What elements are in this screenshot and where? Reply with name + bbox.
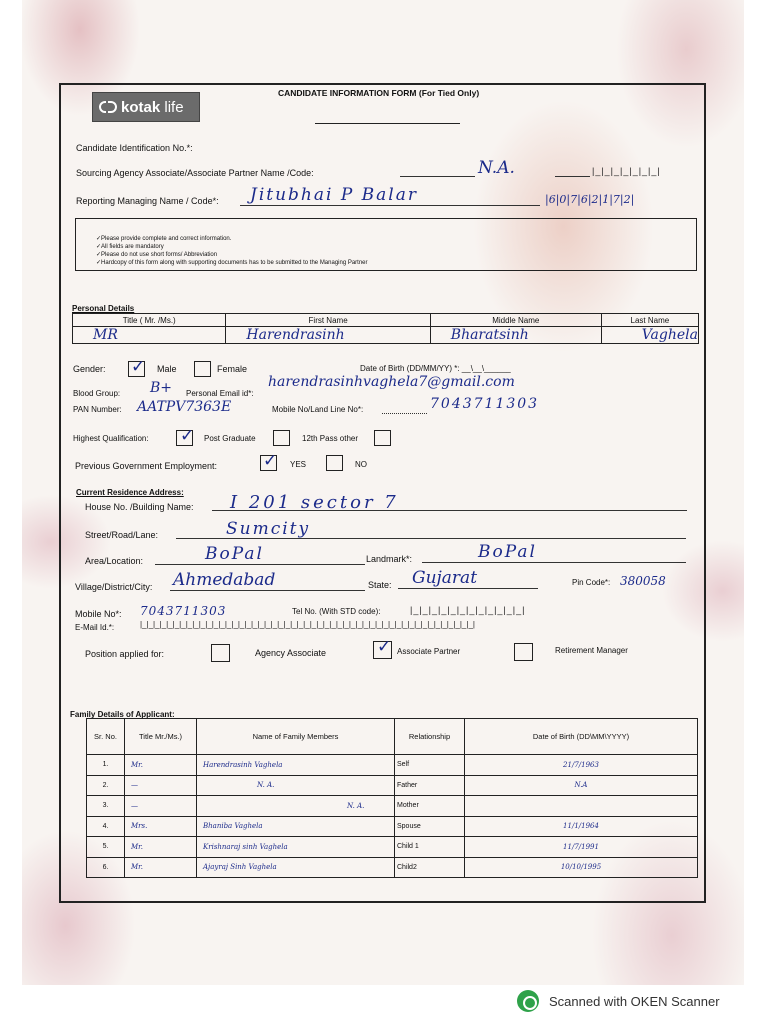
middle-name-value[interactable]: Bharatsinh — [430, 327, 601, 344]
name-cell[interactable]: N. A. — [197, 775, 395, 796]
name-cell[interactable]: Harendrasinh Vaghela — [197, 755, 395, 776]
city-label: Village/District/City: — [75, 582, 153, 592]
position-label: Position applied for: — [85, 649, 165, 659]
reporting-line — [240, 205, 540, 206]
blood-group-value[interactable]: B+ — [150, 380, 173, 396]
first-name-value[interactable]: Harendrasinh — [226, 327, 430, 344]
landmark-value[interactable]: BoPal — [478, 542, 537, 562]
check-mark-icon: ✓ — [377, 637, 392, 657]
house-value[interactable]: I 201 sector 7 — [230, 492, 399, 513]
agency-associate-label: Agency Associate — [255, 648, 327, 658]
table-row — [87, 816, 698, 837]
house-line — [212, 510, 687, 511]
col-middle-name: Middle Name — [430, 314, 601, 327]
relationship-cell: Father — [395, 775, 465, 796]
col-title: Title ( Mr. /Ms.) — [73, 314, 226, 327]
dob-label: Date of Birth (DD/MM/YY) *: __\__\______ — [360, 364, 511, 373]
kotak-logo-icon — [99, 101, 117, 113]
table-row — [87, 796, 698, 817]
title-cell[interactable]: Mrs. — [125, 816, 197, 837]
female-checkbox[interactable] — [194, 361, 211, 377]
agency-associate-checkbox[interactable] — [211, 644, 230, 662]
dob-cell[interactable] — [465, 796, 698, 817]
name-cell[interactable]: Krishnaraj sinh Vaghela — [197, 837, 395, 858]
name-cell[interactable]: N. A. — [197, 796, 395, 817]
relationship-cell: Child2 — [395, 857, 465, 878]
sourcing-code-boxes: |_|_|_|_|_|_|_| — [592, 166, 661, 176]
male-label: Male — [157, 364, 177, 374]
check-mark-icon: ✓ — [131, 357, 146, 377]
table-row — [87, 857, 698, 878]
email-value[interactable]: harendrasinhvaghela7@gmail.com — [268, 374, 515, 390]
mobile-dotline — [382, 413, 427, 414]
retirement-manager-checkbox[interactable] — [514, 643, 533, 661]
female-label: Female — [217, 364, 248, 374]
sr-cell: 2. — [87, 775, 125, 796]
dob-cell[interactable]: N.A — [465, 775, 698, 796]
pin-value[interactable]: 380058 — [620, 574, 666, 588]
mobile-value[interactable]: 7043711303 — [430, 396, 540, 412]
tel-boxes[interactable]: |_|_|_|_|_|_|_|_|_|_|_|_| — [410, 605, 526, 615]
reporting-code: |6|0|7|6|2|1|7|2| — [545, 193, 635, 206]
reporting-value: Jitubhai P Balar — [250, 185, 419, 205]
12th-pass-checkbox[interactable] — [273, 430, 290, 446]
street-label: Street/Road/Lane: — [85, 530, 159, 540]
dob-cell[interactable]: 11/7/1991 — [465, 837, 698, 858]
email-label: Personal Email id*: — [186, 389, 254, 398]
title-cell[interactable]: Mr. — [125, 857, 197, 878]
table-row — [87, 837, 698, 858]
title-cell[interactable]: — — [125, 775, 197, 796]
tel-label: Tel No. (With STD code): — [292, 607, 381, 616]
name-cell[interactable]: Bhaniba Vaghela — [197, 816, 395, 837]
personal-details-heading: Personal Details — [72, 304, 135, 313]
table-row — [87, 775, 698, 796]
form-title: CANDIDATE INFORMATION FORM (For Tied Only) — [278, 88, 480, 98]
table-row — [87, 755, 698, 776]
family-table — [86, 718, 698, 878]
other-checkbox[interactable] — [374, 430, 391, 446]
retirement-manager-label: Retirement Manager — [555, 646, 628, 655]
blood-group-label: Blood Group: — [73, 389, 121, 398]
dob-cell[interactable]: 21/7/1963 — [465, 755, 698, 776]
title-cell[interactable]: Mr. — [125, 837, 197, 858]
col-dob: Date of Birth (DD\MM\YYYY) — [465, 719, 698, 755]
pin-label: Pin Code*: — [572, 578, 611, 587]
note-item: ✓Hardcopy of this form along with supporting documents has to be submitted to the Managing Partner — [96, 260, 368, 266]
reporting-label: Reporting Managing Name / Code*: — [76, 196, 219, 206]
landmark-line — [422, 562, 686, 563]
landmark-label: Landmark*: — [366, 554, 413, 564]
col-sr: Sr. No. — [87, 719, 125, 755]
relationship-cell: Self — [395, 755, 465, 776]
last-name-value[interactable]: Vaghela — [601, 327, 698, 344]
col-relationship: Relationship — [395, 719, 465, 755]
no-checkbox[interactable] — [326, 455, 343, 471]
title-value[interactable]: MR — [73, 327, 226, 344]
qualification-label: Highest Qualification: — [73, 434, 149, 443]
logo-brand: kotak — [121, 98, 161, 116]
scanner-watermark — [517, 990, 720, 1012]
dob-cell[interactable]: 11/1/1964 — [465, 816, 698, 837]
city-value[interactable]: Ahmedabad — [173, 570, 276, 590]
email-boxes[interactable]: |_|_|_|_|_|_|_|_|_|_|_|_|_|_|_|_|_|_|_|_|_|_|_|_|_|_|_|_|_|_|_|_|_|_|_|_|_|_|_|_|_|_|_|_|_|_|_|_|_|_|_| — [140, 620, 475, 629]
street-value[interactable]: Sumcity — [226, 519, 311, 539]
mobile-value-2[interactable]: 7043711303 — [140, 604, 227, 618]
state-line — [398, 588, 538, 589]
relationship-cell: Mother — [395, 796, 465, 817]
name-cell[interactable]: Ajayraj Sinh Vaghela — [197, 857, 395, 878]
scanner-logo-icon — [517, 990, 539, 1012]
sourcing-value: N.A. — [478, 158, 515, 178]
yes-label: YES — [290, 460, 307, 469]
candidate-id-label: Candidate Identification No.*: — [76, 143, 193, 153]
title-cell[interactable]: Mr. — [125, 755, 197, 776]
logo-suffix: life — [164, 98, 184, 116]
post-graduate-label: Post Graduate — [204, 434, 256, 443]
check-mark-icon: ✓ — [263, 451, 278, 471]
street-line — [176, 538, 686, 539]
no-label: NO — [355, 460, 367, 469]
mobile-label: Mobile No/Land Line No*: — [272, 405, 364, 414]
family-heading: Family Details of Applicant: — [70, 710, 175, 719]
note-item: ✓Please do not use short forms/ Abbreviation — [96, 252, 218, 258]
state-value[interactable]: Gujarat — [412, 568, 478, 588]
sr-cell: 4. — [87, 816, 125, 837]
city-line — [170, 590, 365, 591]
gender-label: Gender: — [73, 364, 106, 374]
col-title: Title Mr./Ms.) — [125, 719, 197, 755]
sr-cell: 1. — [87, 755, 125, 776]
area-value[interactable]: BoPal — [205, 544, 264, 564]
sourcing-line-left — [400, 176, 475, 177]
check-mark-icon: ✓ — [180, 426, 195, 446]
note-item: ✓All fields are mandatory — [96, 244, 164, 250]
state-label: State: — [368, 580, 392, 590]
sr-cell: 3. — [87, 796, 125, 817]
sourcing-line-right — [555, 176, 590, 177]
dob-cell[interactable]: 10/10/1995 — [465, 857, 698, 878]
area-label: Area/Location: — [85, 556, 144, 566]
house-label: House No. /Building Name: — [85, 502, 194, 512]
col-last-name: Last Name — [601, 314, 698, 327]
address-heading: Current Residence Address: — [76, 488, 184, 497]
mobile-label-2: Mobile No*: — [75, 609, 122, 619]
scanner-text: Scanned with OKEN Scanner — [549, 993, 720, 1009]
pan-value[interactable]: AATPV7363E — [137, 399, 232, 415]
sr-cell: 5. — [87, 837, 125, 858]
col-first-name: First Name — [226, 314, 430, 327]
personal-details-table — [72, 313, 699, 344]
kotak-life-logo — [92, 92, 200, 122]
pan-label: PAN Number: — [73, 405, 122, 414]
relationship-cell: Spouse — [395, 816, 465, 837]
instructions-box — [75, 218, 697, 271]
sourcing-label: Sourcing Agency Associate/Associate Partner Name /Code: — [76, 168, 314, 178]
title-underline — [315, 123, 460, 124]
email-label-2: E-Mail Id.*: — [75, 623, 115, 632]
note-item: ✓Please provide complete and correct information. — [96, 236, 232, 242]
area-line — [155, 564, 365, 565]
sr-cell: 6. — [87, 857, 125, 878]
col-name: Name of Family Members — [197, 719, 395, 755]
associate-partner-label: Associate Partner — [397, 647, 461, 656]
12th-pass-label: 12th Pass other — [302, 434, 359, 443]
title-cell[interactable]: — — [125, 796, 197, 817]
prev-gov-label: Previous Government Employment: — [75, 461, 218, 471]
relationship-cell: Child 1 — [395, 837, 465, 858]
